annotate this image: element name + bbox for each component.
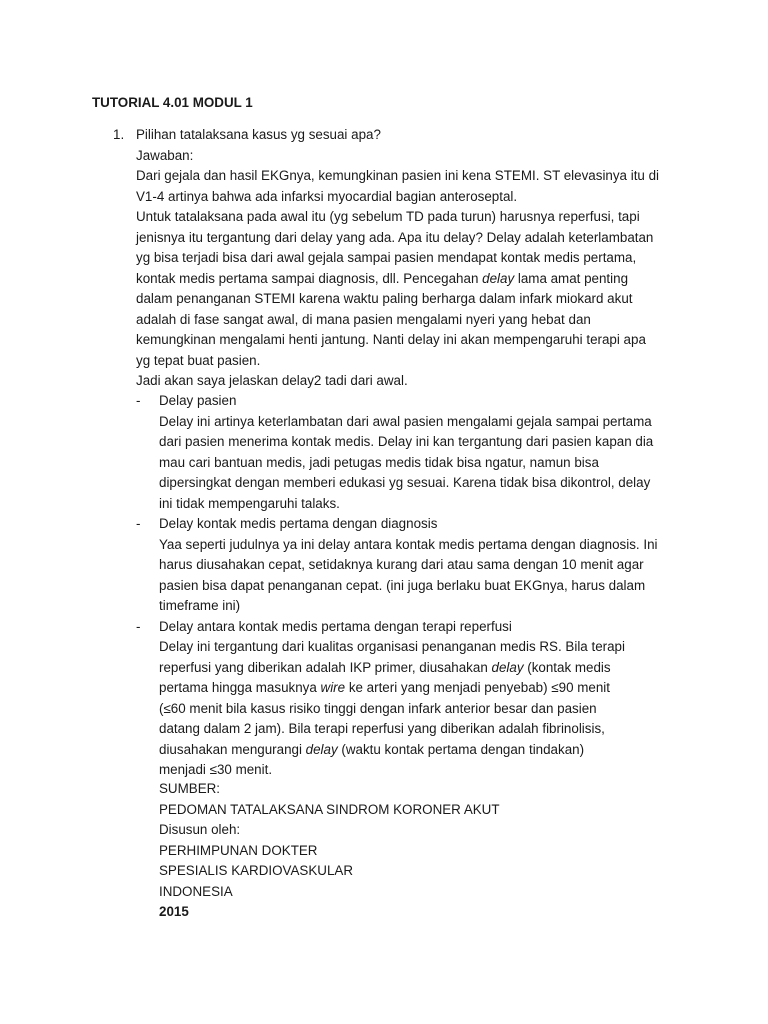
bullet-item — [136, 514, 696, 617]
text-run: kontak medis pertama sampai diagnosis, dll. Pencegahan — [136, 270, 483, 286]
bullet-line: Delay ini tergantung dari kualitas organisasi penanganan medis RS. Bila terapi — [159, 639, 625, 654]
paragraph-line: yg tepat buat pasien. — [136, 352, 261, 368]
list-item-number: 1. — [113, 127, 125, 142]
bullet-line — [159, 740, 696, 761]
bullet-item — [136, 617, 696, 781]
source-by-label: Disusun oleh: — [159, 822, 241, 837]
answer-body — [136, 125, 696, 392]
bullet-line: Yaa seperti judulnya ya ini delay antara kontak medis pertama dengan diagnosis. Ini — [159, 536, 658, 552]
answer-label: Jawaban: — [136, 147, 194, 163]
paragraph-line: jenisnya itu tergantung dari delay yang ada. Apa itu delay? Delay adalah keterlambatan — [136, 229, 654, 245]
text-run: pertama hingga masuknya — [159, 680, 321, 695]
bullet-dash: - — [136, 516, 141, 531]
text-run: diusahakan mengurangi — [159, 741, 306, 757]
italic-term: delay — [305, 741, 338, 757]
bullet-heading: Delay antara kontak medis pertama dengan terapi reperfusi — [159, 618, 512, 634]
text-run: (waktu kontak pertama dengan tindakan) — [337, 741, 585, 757]
bullet-list — [136, 391, 696, 781]
italic-term: delay — [491, 659, 524, 675]
paragraph-line: Untuk tatalaksana pada awal itu (yg sebelum TD pada turun) harusnya reperfusi, tapi — [136, 209, 640, 224]
bullet-line: ini tidak mempengaruhi talaks. — [159, 495, 340, 511]
bullet-line — [159, 658, 696, 679]
paragraph-line: dalam penanganan STEMI karena waktu paling berharga dalam infark miokard akut — [136, 291, 633, 306]
bullet-line — [159, 678, 696, 699]
source-reference — [159, 779, 679, 923]
bullet-line: harus diusahakan cepat, setidaknya kurang dari atau sama dengan 10 menit agar — [159, 557, 644, 572]
bullet-heading: Delay kontak medis pertama dengan diagnosis — [159, 516, 438, 531]
bullet-dash: - — [136, 618, 141, 634]
bullet-item — [136, 391, 696, 514]
text-run: ke arteri yang menjadi penyebab) ≤90 menit — [345, 680, 610, 695]
bullet-line: timeframe ini) — [159, 598, 241, 613]
italic-term: delay — [482, 270, 515, 286]
paragraph-line: V1-4 artinya bahwa ada infarksi myocardial bagian anteroseptal. — [136, 188, 518, 204]
paragraph-line: Dari gejala dan hasil EKGnya, kemungkinan pasien ini kena STEMI. ST elevasinya itu di — [136, 168, 660, 183]
source-org-line: PERHIMPUNAN DOKTER — [159, 842, 318, 858]
paragraph-line: yg bisa terjadi bisa dari awal gejala sampai pasien mendapat kontak medis pertama, — [136, 250, 637, 265]
source-org-line: INDONESIA — [159, 883, 233, 899]
bullet-heading: Delay pasien — [159, 393, 237, 408]
text-run: (kontak medis — [523, 659, 611, 675]
source-label: SUMBER: — [159, 781, 221, 796]
source-book-title: PEDOMAN TATALAKSANA SINDROM KORONER AKUT — [159, 801, 500, 817]
bullet-line: datang dalam 2 jam). Bila terapi reperfusi yang diberikan adalah fibrinolisis, — [159, 721, 605, 736]
text-run: lama amat penting — [514, 270, 629, 286]
source-year: 2015 — [159, 904, 189, 919]
question-text: Pilihan tatalaksana kasus yg sesuai apa? — [136, 127, 381, 142]
paragraph-line — [136, 269, 696, 290]
paragraph-line: adalah di fase sangat awal, di mana pasien mengalami nyeri yang hebat dan — [136, 311, 591, 327]
source-org-line: SPESIALIS KARDIOVASKULAR — [159, 863, 353, 878]
document-title: TUTORIAL 4.01 MODUL 1 — [92, 95, 253, 110]
bullet-line: pasien bisa dapat penanganan cepat. (ini juga berlaku buat EKGnya, harus dalam — [159, 577, 646, 593]
italic-term: wire — [320, 680, 346, 695]
bullet-line: menjadi ≤30 menit. — [159, 762, 273, 777]
paragraph-line: kemungkinan mengalami henti jantung. Nanti delay ini akan mempengaruhi terapi apa — [136, 332, 646, 347]
bullet-line: Delay ini artinya keterlambatan dari awal pasien mengalami gejala sampai pertama — [159, 413, 652, 429]
text-run: reperfusi yang diberikan adalah IKP primer, diusahakan — [159, 659, 492, 675]
bullet-line: mau cari bantuan medis, jadi petugas medis tidak bisa ngatur, namun bisa — [159, 454, 599, 470]
bullet-line: dipersingkat dengan memberi edukasi yg sesuai. Karena tidak bisa dikontrol, delay — [159, 475, 651, 490]
bullet-line: dari pasien menerima kontak medis. Delay ini kan tergantung dari pasien kapan dia — [159, 434, 654, 449]
paragraph-line: Jadi akan saya jelaskan delay2 tadi dari awal. — [136, 373, 408, 388]
bullet-dash: - — [136, 393, 141, 408]
bullet-line: (≤60 menit bila kasus risiko tinggi dengan infark anterior besar dan pasien — [159, 700, 597, 716]
